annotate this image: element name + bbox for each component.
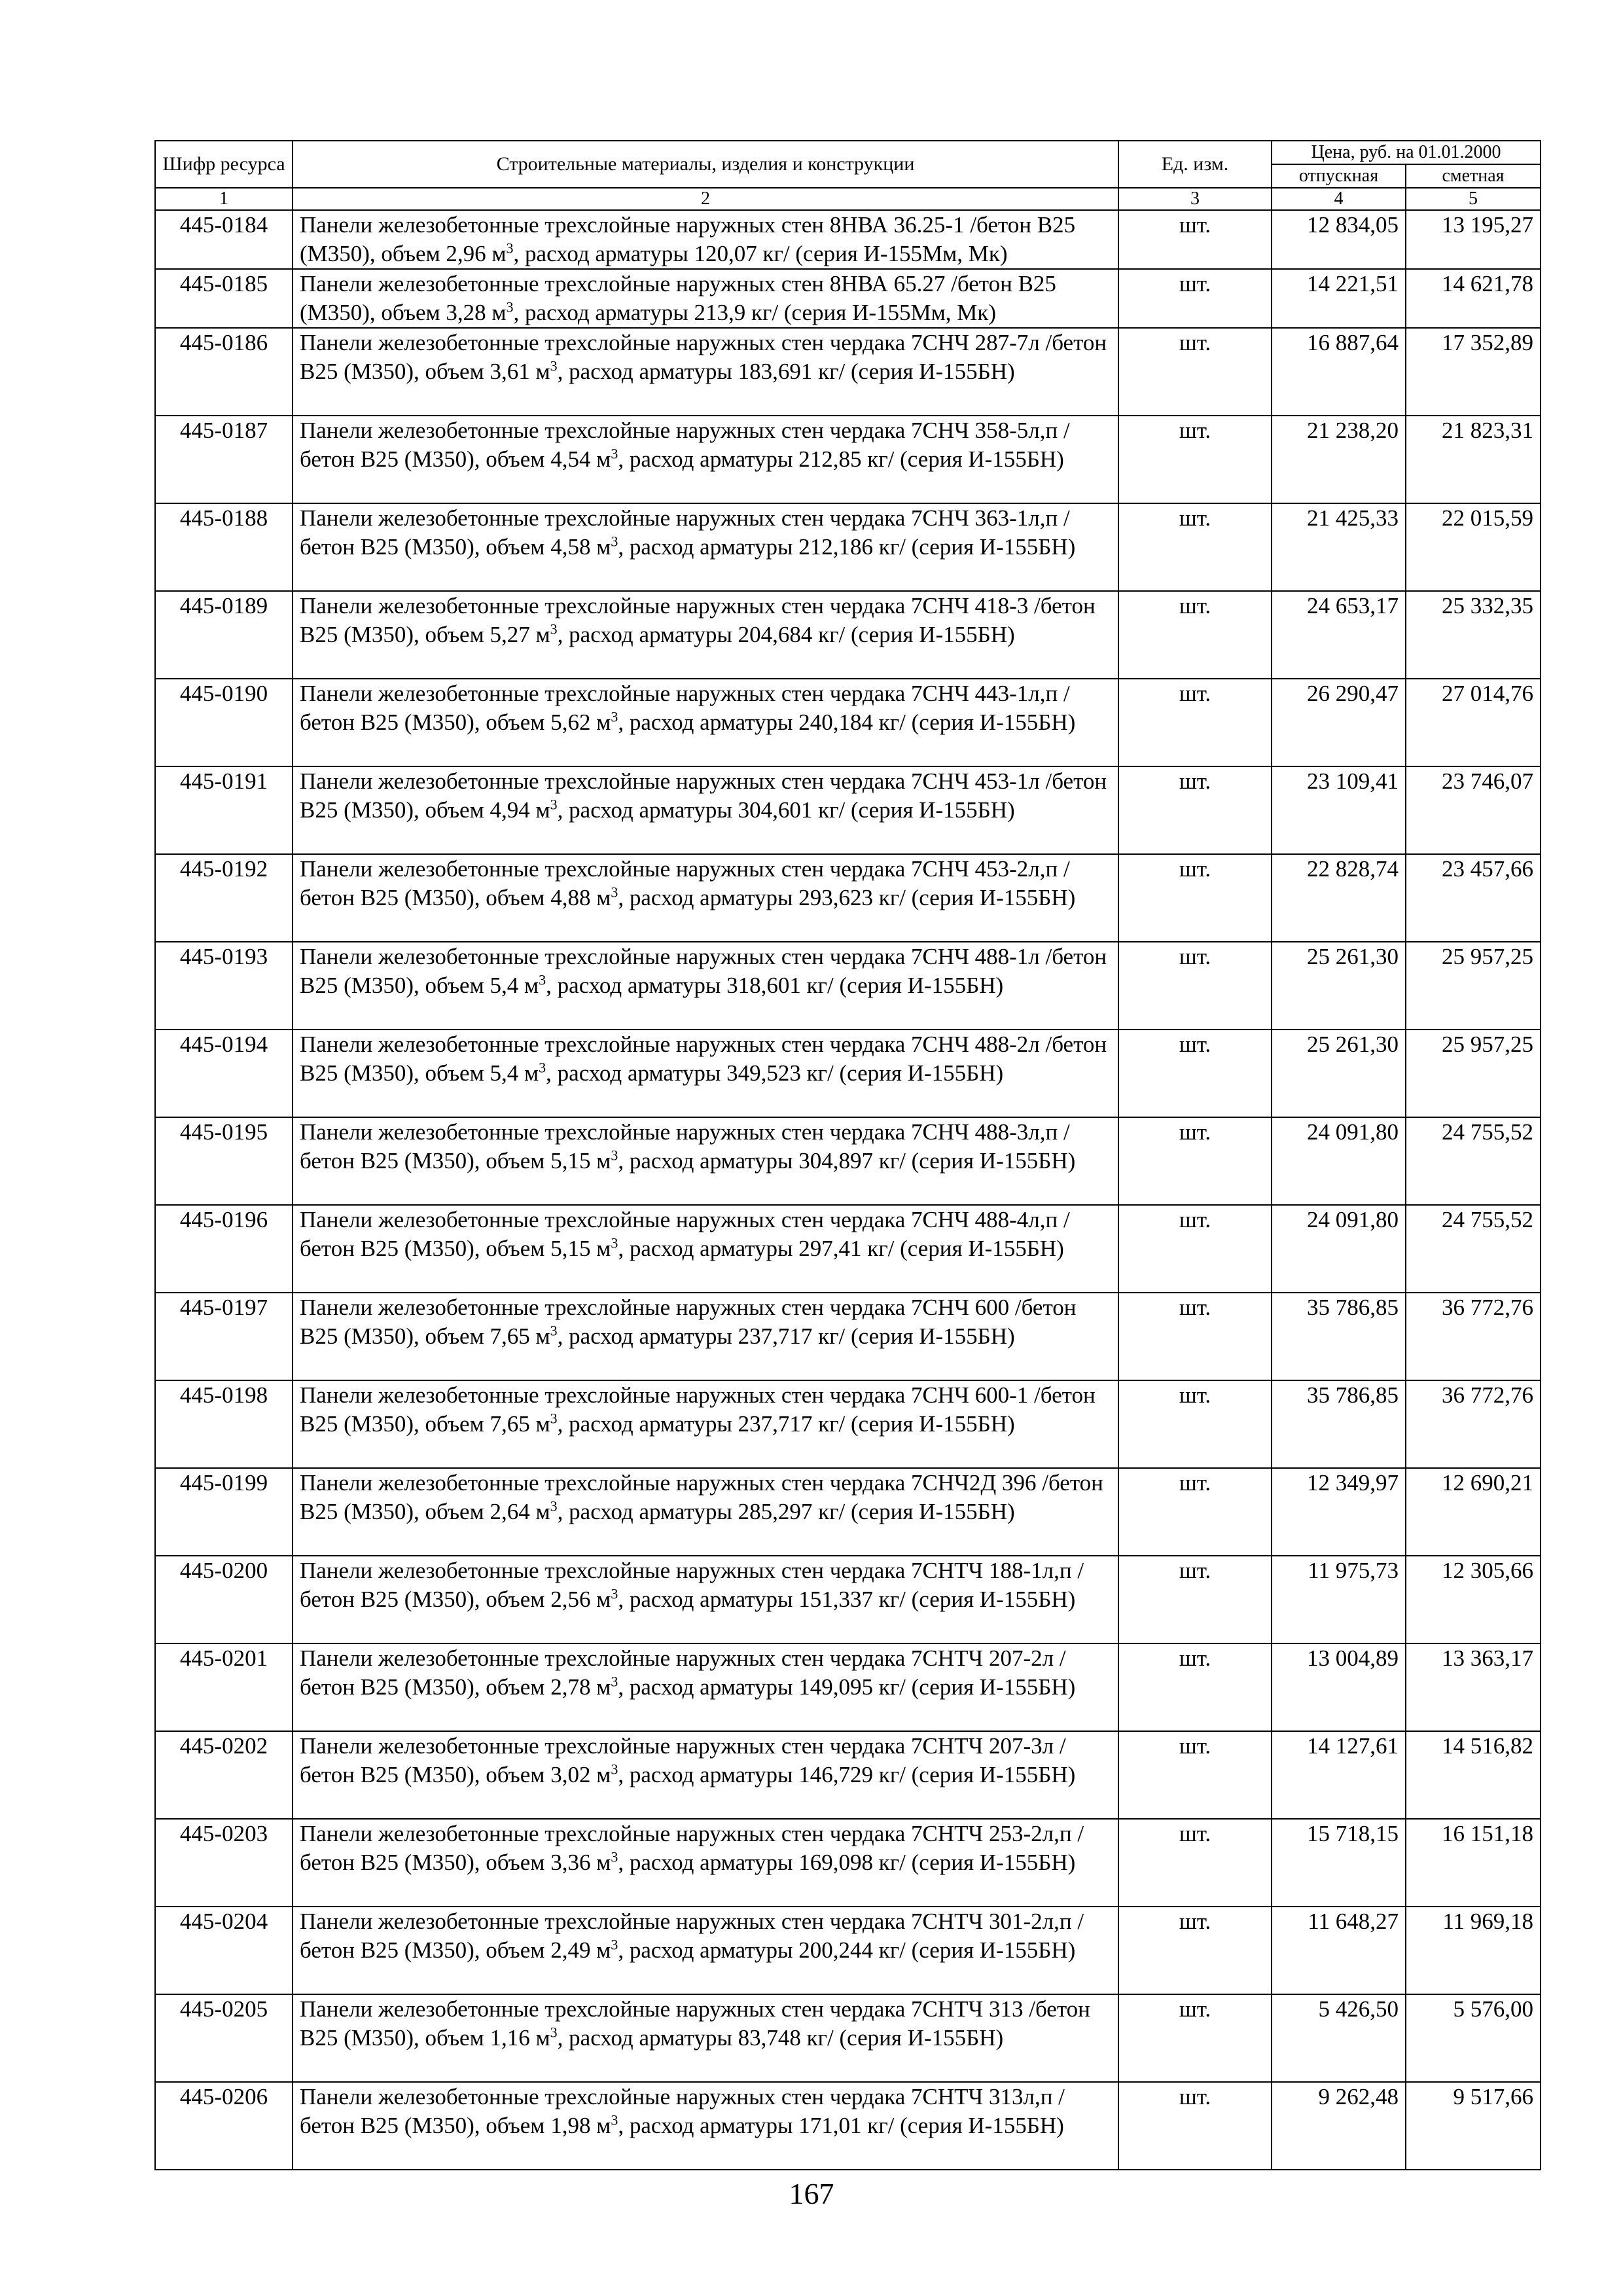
resource-code: 445-0202 — [155, 1731, 293, 1819]
price-release: 24 653,17 — [1272, 591, 1406, 679]
price-estimate: 14 621,78 — [1406, 269, 1541, 328]
price-release: 5 426,50 — [1272, 1994, 1406, 2082]
column-number-row — [155, 188, 1541, 210]
item-description — [293, 591, 1118, 679]
resource-code: 445-0196 — [155, 1205, 293, 1293]
table-body — [155, 210, 1541, 2170]
resource-code: 445-0205 — [155, 1994, 293, 2082]
price-estimate: 16 151,18 — [1406, 1819, 1541, 1907]
description-text: , расход арматуры 237,717 кг/ (серия И-155БН) — [557, 1323, 1015, 1349]
header-price-estimate: сметная — [1406, 164, 1541, 188]
column-number: 3 — [1118, 188, 1272, 210]
unit-of-measure: шт. — [1118, 1030, 1272, 1117]
item-description — [293, 942, 1118, 1030]
price-estimate: 24 755,52 — [1406, 1117, 1541, 1205]
description-text: Панели железобетонные трехслойные наружных стен чердака 7СНТЧ 188-1л,п /бетон В25 (М350), объем 2,56 м — [300, 1558, 1084, 1612]
table-row — [155, 1380, 1541, 1468]
price-release: 35 786,85 — [1272, 1293, 1406, 1380]
header-price-group: Цена, руб. на 01.01.2000 — [1272, 141, 1541, 164]
unit-of-measure: шт. — [1118, 1643, 1272, 1731]
price-release: 16 887,64 — [1272, 328, 1406, 416]
unit-of-measure: шт. — [1118, 679, 1272, 766]
unit-of-measure: шт. — [1118, 269, 1272, 328]
item-description — [293, 1293, 1118, 1380]
item-description — [293, 1117, 1118, 1205]
table-row — [155, 1293, 1541, 1380]
price-release: 25 261,30 — [1272, 1030, 1406, 1117]
header-code: Шифр ресурса — [155, 141, 293, 188]
table-row — [155, 416, 1541, 503]
table-row — [155, 503, 1541, 591]
column-number: 1 — [155, 188, 293, 210]
description-text: Панели железобетонные трехслойные наружных стен чердака 7СНЧ 600 /бетон В25 (М350), объем 7,65 м — [300, 1295, 1077, 1349]
description-text: Панели железобетонные трехслойные наружных стен чердака 7СНЧ 418-3 /бетон В25 (М350), объем 5,27 м — [300, 593, 1096, 647]
description-text: Панели железобетонные трехслойные наружных стен чердака 7СНТЧ 313 /бетон В25 (М350), объем 1,16 м — [300, 1996, 1090, 2051]
table-row — [155, 1994, 1541, 2082]
price-estimate: 25 332,35 — [1406, 591, 1541, 679]
price-estimate: 12 305,66 — [1406, 1556, 1541, 1643]
price-estimate: 36 772,76 — [1406, 1380, 1541, 1468]
price-release: 12 349,97 — [1272, 1468, 1406, 1556]
item-description — [293, 269, 1118, 328]
resource-code: 445-0197 — [155, 1293, 293, 1380]
description-text: Панели железобетонные трехслойные наружных стен чердака 7СНЧ 287-7л /бетон В25 (М350), объем 3,61 м — [300, 330, 1107, 384]
resource-code: 445-0195 — [155, 1117, 293, 1205]
unit-of-measure: шт. — [1118, 1556, 1272, 1643]
unit-of-measure: шт. — [1118, 503, 1272, 591]
header-price-release: отпускная — [1272, 164, 1406, 188]
table-row — [155, 269, 1541, 328]
description-text: Панели железобетонные трехслойные наружных стен чердака 7СНЧ 488-2л /бетон В25 (М350), объем 5,4 м — [300, 1031, 1107, 1086]
description-text: , расход арматуры 83,748 кг/ (серия И-155БН) — [557, 2025, 1004, 2051]
description-text: Панели железобетонные трехслойные наружных стен чердака 7СНЧ 453-2л,п /бетон В25 (М350), объем 4,88 м — [300, 856, 1070, 910]
description-text: , расход арматуры 146,729 кг/ (серия И-155БН) — [618, 1762, 1076, 1787]
unit-of-measure: шт. — [1118, 1731, 1272, 1819]
cubic-superscript: 3 — [550, 796, 558, 813]
column-number: 2 — [293, 188, 1118, 210]
cubic-superscript: 3 — [506, 240, 514, 257]
description-text: Панели железобетонные трехслойные наружных стен чердака 7СНТЧ 313л,п /бетон В25 (М350), объем 1,98 м — [300, 2084, 1065, 2138]
description-text: , расход арматуры 183,691 кг/ (серия И-155БН) — [557, 359, 1015, 384]
item-description — [293, 1556, 1118, 1643]
item-description — [293, 416, 1118, 503]
price-release: 23 109,41 — [1272, 766, 1406, 854]
cubic-superscript: 3 — [611, 1147, 618, 1164]
item-description — [293, 1030, 1118, 1117]
item-description — [293, 1205, 1118, 1293]
table-row — [155, 1731, 1541, 1819]
unit-of-measure: шт. — [1118, 591, 1272, 679]
unit-of-measure: шт. — [1118, 2082, 1272, 2170]
table-header — [155, 141, 1541, 210]
header-unit: Ед. изм. — [1118, 141, 1272, 188]
table-row — [155, 854, 1541, 942]
price-release: 9 262,48 — [1272, 2082, 1406, 2170]
description-text: , расход арматуры 171,01 кг/ (серия И-155БН) — [618, 2113, 1064, 2138]
resource-code: 445-0194 — [155, 1030, 293, 1117]
cubic-superscript: 3 — [611, 1673, 618, 1690]
description-text: Панели железобетонные трехслойные наружных стен чердака 7СНЧ2Д 396 /бетон В25 (М350), объем 2,64 м — [300, 1470, 1103, 1524]
price-estimate: 13 195,27 — [1406, 210, 1541, 269]
cubic-superscript: 3 — [611, 1234, 618, 1251]
resource-code: 445-0187 — [155, 416, 293, 503]
header-name: Строительные материалы, изделия и конструкции — [293, 141, 1118, 188]
description-text: Панели железобетонные трехслойные наружных стен чердака 7СНЧ 363-1л,п /бетон В25 (М350), объем 4,58 м — [300, 505, 1070, 560]
description-text: , расход арматуры 213,9 кг/ (серия И-155Мм, Мк) — [513, 300, 997, 325]
price-estimate: 23 457,66 — [1406, 854, 1541, 942]
unit-of-measure: шт. — [1118, 1293, 1272, 1380]
description-text: , расход арматуры 149,095 кг/ (серия И-155БН) — [618, 1674, 1076, 1700]
table-row — [155, 1117, 1541, 1205]
cubic-superscript: 3 — [550, 620, 558, 637]
table-row — [155, 1030, 1541, 1117]
description-text: Панели железобетонные трехслойные наружных стен чердака 7СНТЧ 301-2л,п /бетон В25 (М350), объем 2,49 м — [300, 1909, 1084, 1963]
price-estimate: 25 957,25 — [1406, 942, 1541, 1030]
unit-of-measure: шт. — [1118, 766, 1272, 854]
resource-code: 445-0188 — [155, 503, 293, 591]
price-estimate: 22 015,59 — [1406, 503, 1541, 591]
column-number: 4 — [1272, 188, 1406, 210]
item-description — [293, 503, 1118, 591]
item-description — [293, 1994, 1118, 2082]
description-text: Панели железобетонные трехслойные наружных стен чердака 7СНТЧ 207-3л /бетон В25 (М350), объем 3,02 м — [300, 1733, 1066, 1787]
item-description — [293, 1731, 1118, 1819]
resource-code: 445-0190 — [155, 679, 293, 766]
cubic-superscript: 3 — [611, 2111, 618, 2128]
resource-code: 445-0206 — [155, 2082, 293, 2170]
unit-of-measure: шт. — [1118, 1380, 1272, 1468]
table-row — [155, 210, 1541, 269]
price-release: 11 648,27 — [1272, 1907, 1406, 1994]
resource-code: 445-0193 — [155, 942, 293, 1030]
description-text: Панели железобетонные трехслойные наружных стен чердака 7СНЧ 488-1л /бетон В25 (М350), объем 5,4 м — [300, 944, 1107, 998]
price-estimate: 25 957,25 — [1406, 1030, 1541, 1117]
price-estimate: 21 823,31 — [1406, 416, 1541, 503]
description-text: Панели железобетонные трехслойные наружных стен чердака 7СНЧ 600-1 /бетон В25 (М350), объем 7,65 м — [300, 1382, 1096, 1437]
resource-code: 445-0186 — [155, 328, 293, 416]
item-description — [293, 1468, 1118, 1556]
description-text: , расход арматуры 285,297 кг/ (серия И-155БН) — [557, 1499, 1015, 1524]
description-text: Панели железобетонные трехслойные наружных стен чердака 7СНЧ 488-3л,п /бетон В25 (М350), объем 5,15 м — [300, 1119, 1070, 1174]
price-estimate: 13 363,17 — [1406, 1643, 1541, 1731]
description-text: , расход арматуры 204,684 кг/ (серия И-155БН) — [557, 622, 1015, 647]
price-release: 15 718,15 — [1272, 1819, 1406, 1907]
price-release: 12 834,05 — [1272, 210, 1406, 269]
cubic-superscript: 3 — [611, 708, 618, 725]
unit-of-measure: шт. — [1118, 1468, 1272, 1556]
unit-of-measure: шт. — [1118, 942, 1272, 1030]
price-estimate: 23 746,07 — [1406, 766, 1541, 854]
price-table — [154, 140, 1541, 2170]
table-row — [155, 1819, 1541, 1907]
description-text: Панели железобетонные трехслойные наружных стен чердака 7СНЧ 453-1л /бетон В25 (М350), объем 4,94 м — [300, 768, 1107, 823]
unit-of-measure: шт. — [1118, 416, 1272, 503]
description-text: , расход арматуры 240,184 кг/ (серия И-155БН) — [618, 709, 1076, 735]
description-text: , расход арматуры 212,85 кг/ (серия И-155БН) — [618, 446, 1064, 472]
price-release: 13 004,89 — [1272, 1643, 1406, 1731]
unit-of-measure: шт. — [1118, 1994, 1272, 2082]
cubic-superscript: 3 — [550, 2024, 558, 2041]
cubic-superscript: 3 — [611, 533, 618, 550]
unit-of-measure: шт. — [1118, 210, 1272, 269]
price-estimate: 12 690,21 — [1406, 1468, 1541, 1556]
description-text: , расход арматуры 318,601 кг/ (серия И-155БН) — [546, 973, 1004, 998]
description-text: , расход арматуры 304,897 кг/ (серия И-155БН) — [618, 1148, 1076, 1174]
price-estimate: 9 517,66 — [1406, 2082, 1541, 2170]
price-estimate: 27 014,76 — [1406, 679, 1541, 766]
description-text: , расход арматуры 304,601 кг/ (серия И-155БН) — [557, 797, 1015, 823]
resource-code: 445-0201 — [155, 1643, 293, 1731]
price-estimate: 36 772,76 — [1406, 1293, 1541, 1380]
price-release: 21 425,33 — [1272, 503, 1406, 591]
item-description — [293, 328, 1118, 416]
description-text: , расход арматуры 237,717 кг/ (серия И-155БН) — [557, 1411, 1015, 1437]
page-number: 167 — [789, 2177, 834, 2210]
price-estimate: 17 352,89 — [1406, 328, 1541, 416]
table-row — [155, 328, 1541, 416]
cubic-superscript: 3 — [611, 445, 618, 462]
column-number: 5 — [1406, 188, 1541, 210]
cubic-superscript: 3 — [550, 1410, 558, 1427]
item-description — [293, 1643, 1118, 1731]
cubic-superscript: 3 — [550, 357, 558, 374]
price-release: 24 091,80 — [1272, 1205, 1406, 1293]
price-estimate: 14 516,82 — [1406, 1731, 1541, 1819]
item-description — [293, 766, 1118, 854]
item-description — [293, 210, 1118, 269]
description-text: , расход арматуры 212,186 кг/ (серия И-155БН) — [618, 534, 1076, 560]
price-release: 25 261,30 — [1272, 942, 1406, 1030]
description-text: Панели железобетонные трехслойные наружных стен чердака 7СНЧ 443-1л,п /бетон В25 (М350), объем 5,62 м — [300, 681, 1070, 735]
description-text: Панели железобетонные трехслойные наружных стен чердака 7СНЧ 358-5л,п /бетон В25 (М350), объем 4,54 м — [300, 418, 1070, 472]
table-row — [155, 1468, 1541, 1556]
unit-of-measure: шт. — [1118, 1907, 1272, 1994]
cubic-superscript: 3 — [539, 971, 546, 988]
price-estimate: 5 576,00 — [1406, 1994, 1541, 2082]
cubic-superscript: 3 — [611, 1761, 618, 1778]
resource-code: 445-0189 — [155, 591, 293, 679]
price-release: 26 290,47 — [1272, 679, 1406, 766]
price-release: 35 786,85 — [1272, 1380, 1406, 1468]
table-row — [155, 679, 1541, 766]
resource-code: 445-0198 — [155, 1380, 293, 1468]
table-row — [155, 766, 1541, 854]
description-text: , расход арматуры 120,07 кг/ (серия И-155Мм, Мк) — [513, 241, 1008, 266]
unit-of-measure: шт. — [1118, 328, 1272, 416]
table-row — [155, 2082, 1541, 2170]
cubic-superscript: 3 — [611, 1848, 618, 1865]
resource-code: 445-0191 — [155, 766, 293, 854]
cubic-superscript: 3 — [539, 1059, 546, 1076]
price-release: 24 091,80 — [1272, 1117, 1406, 1205]
description-text: Панели железобетонные трехслойные наружных стен 8НВА 65.27 /бетон В25 (М350), объем 3,28 м — [300, 271, 1056, 325]
table-row — [155, 591, 1541, 679]
resource-code: 445-0200 — [155, 1556, 293, 1643]
description-text: , расход арматуры 200,244 кг/ (серия И-155БН) — [618, 1937, 1076, 1963]
cubic-superscript: 3 — [611, 1936, 618, 1953]
price-release: 22 828,74 — [1272, 854, 1406, 942]
unit-of-measure: шт. — [1118, 1819, 1272, 1907]
price-estimate: 24 755,52 — [1406, 1205, 1541, 1293]
description-text: Панели железобетонные трехслойные наружных стен чердака 7СНТЧ 207-2л /бетон В25 (М350), объем 2,78 м — [300, 1645, 1066, 1700]
table-row — [155, 942, 1541, 1030]
resource-code: 445-0192 — [155, 854, 293, 942]
item-description — [293, 854, 1118, 942]
table-row — [155, 1205, 1541, 1293]
unit-of-measure: шт. — [1118, 1117, 1272, 1205]
resource-code: 445-0204 — [155, 1907, 293, 1994]
cubic-superscript: 3 — [550, 1498, 558, 1515]
unit-of-measure: шт. — [1118, 1205, 1272, 1293]
description-text: Панели железобетонные трехслойные наружных стен чердака 7СНТЧ 253-2л,п /бетон В25 (М350), объем 3,36 м — [300, 1821, 1084, 1875]
description-text: , расход арматуры 297,41 кг/ (серия И-155БН) — [618, 1236, 1064, 1261]
cubic-superscript: 3 — [550, 1322, 558, 1339]
cubic-superscript: 3 — [506, 298, 514, 315]
description-text: Панели железобетонные трехслойные наружных стен 8НВА 36.25-1 /бетон В25 (М350), объем 2,96 м — [300, 212, 1076, 266]
resource-code: 445-0184 — [155, 210, 293, 269]
cubic-superscript: 3 — [611, 884, 618, 901]
price-release: 11 975,73 — [1272, 1556, 1406, 1643]
item-description — [293, 2082, 1118, 2170]
description-text: , расход арматуры 151,337 кг/ (серия И-155БН) — [618, 1587, 1076, 1612]
table-row — [155, 1907, 1541, 1994]
description-text: , расход арматуры 293,623 кг/ (серия И-155БН) — [618, 885, 1076, 910]
item-description — [293, 679, 1118, 766]
resource-code: 445-0185 — [155, 269, 293, 328]
table-row — [155, 1556, 1541, 1643]
description-text: Панели железобетонные трехслойные наружных стен чердака 7СНЧ 488-4л,п /бетон В25 (М350), объем 5,15 м — [300, 1207, 1070, 1261]
price-estimate: 11 969,18 — [1406, 1907, 1541, 1994]
table-row — [155, 1643, 1541, 1731]
price-release: 14 127,61 — [1272, 1731, 1406, 1819]
resource-code: 445-0199 — [155, 1468, 293, 1556]
price-release: 21 238,20 — [1272, 416, 1406, 503]
unit-of-measure: шт. — [1118, 854, 1272, 942]
item-description — [293, 1907, 1118, 1994]
resource-code: 445-0203 — [155, 1819, 293, 1907]
item-description — [293, 1819, 1118, 1907]
price-release: 14 221,51 — [1272, 269, 1406, 328]
item-description — [293, 1380, 1118, 1468]
description-text: , расход арматуры 349,523 кг/ (серия И-155БН) — [546, 1060, 1004, 1086]
description-text: , расход арматуры 169,098 кг/ (серия И-155БН) — [618, 1850, 1076, 1875]
cubic-superscript: 3 — [611, 1585, 618, 1602]
